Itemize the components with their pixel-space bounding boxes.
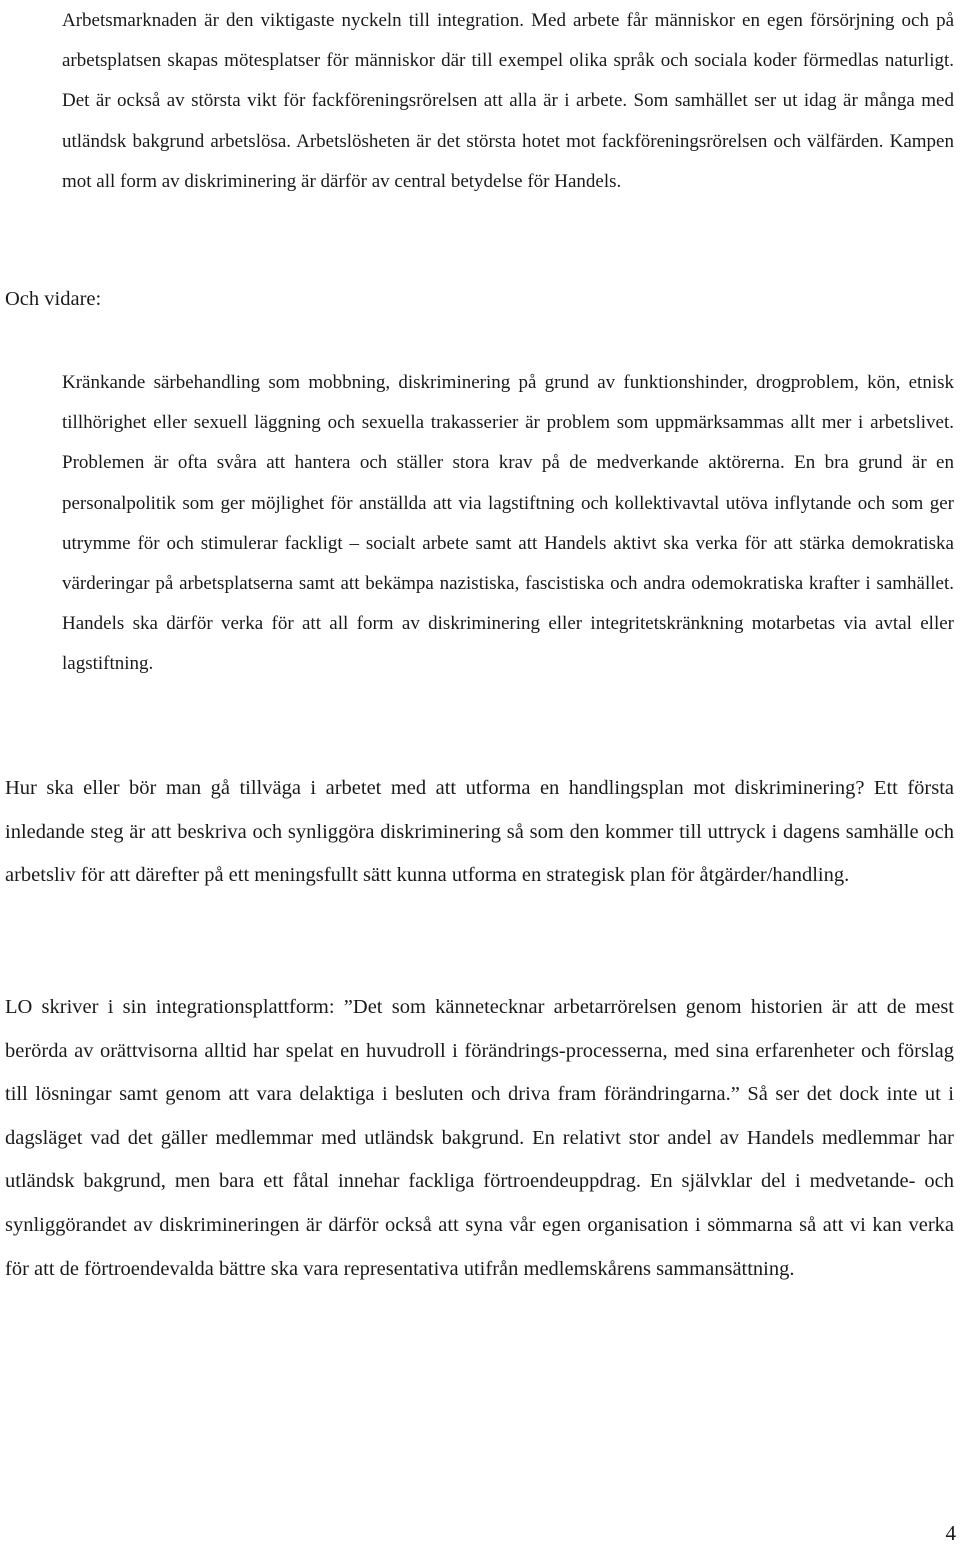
quote-paragraph-integration: Arbetsmarknaden är den viktigaste nyckeln till integration. Med arbete får människor en egen försörjning och på arbetsplatsen skapas mötesplatser för människor där till exempel olika språk och sociala koder förmedlas naturligt. Det är också av största vikt för fackföreningsrörelsen att alla är i arbete. Som samhället ser ut idag är många med utländsk bakgrund arbetslösa. Arbetslösheten är det största hotet mot fackföreningsrörelsen och välfärden. Kampen mot all form av diskriminering är därför av central betydelse för Handels. <box>62 10 954 192</box>
paragraph-lo-integration-platform: LO skriver i sin integrationsplattform: ”Det som kännetecknar arbetarrörelsen genom historien är att de mest berörda av orättvisorna alltid har spelat en huvudroll i förändrings-processerna, med sina erfarenheter och förslag till lösningar samt genom att vara delaktiga i besluten och driva fram förändringarna.” Så ser det dock inte ut i dagsläget vad det gäller medlemmar med utländsk bakgrund. En relativt stor andel av Handels medlemmar har utländsk bakgrund, men bara ett fåtal innehar fackliga förtroendeuppdrag. En självklar del i medvetande- och synliggörandet av diskrimineringen är därför också att syna vår egen organisation i sömmarna så att vi kan verka för att de förtroendevalda bättre ska vara representativa utifrån medlemskårens sammansättning. <box>5 996 954 1280</box>
paragraph-och-vidare: Och vidare: <box>5 288 102 310</box>
page-number: 4 <box>945 1521 956 1545</box>
paragraph-action-plan: Hur ska eller bör man gå tillväga i arbetet med att utforma en handlingsplan mot diskriminering? Ett första inledande steg är att beskriva och synliggöra diskriminering så som den kommer till uttryck i dagens samhälle och arbetsliv för att därefter på ett meningsfullt sätt kunna utforma en strategisk plan för åtgärder/handling. <box>5 777 954 887</box>
quote-paragraph-discrimination: Kränkande särbehandling som mobbning, diskriminering på grund av funktionshinder, drogproblem, kön, etnisk tillhörighet eller sexuell läggning och sexuella trakasserier är problem som uppmärksammas allt mer i arbetslivet. Problemen är ofta svåra att hantera och ställer stora krav på de medverkande aktörerna. En bra grund är en personalpolitik som ger möjlighet för anställda att via lagstiftning och kollektivavtal utöva inflytande och som ger utrymme för och stimulerar fackligt – socialt arbete samt att Handels aktivt ska verka för att stärka demokratiska värderingar på arbetsplatserna samt att bekämpa nazistiska, fascistiska och andra odemokratiska krafter i samhället. Handels ska därför verka för att all form av diskriminering eller integritetskränkning motarbetas via avtal eller lagstiftning. <box>62 372 954 675</box>
